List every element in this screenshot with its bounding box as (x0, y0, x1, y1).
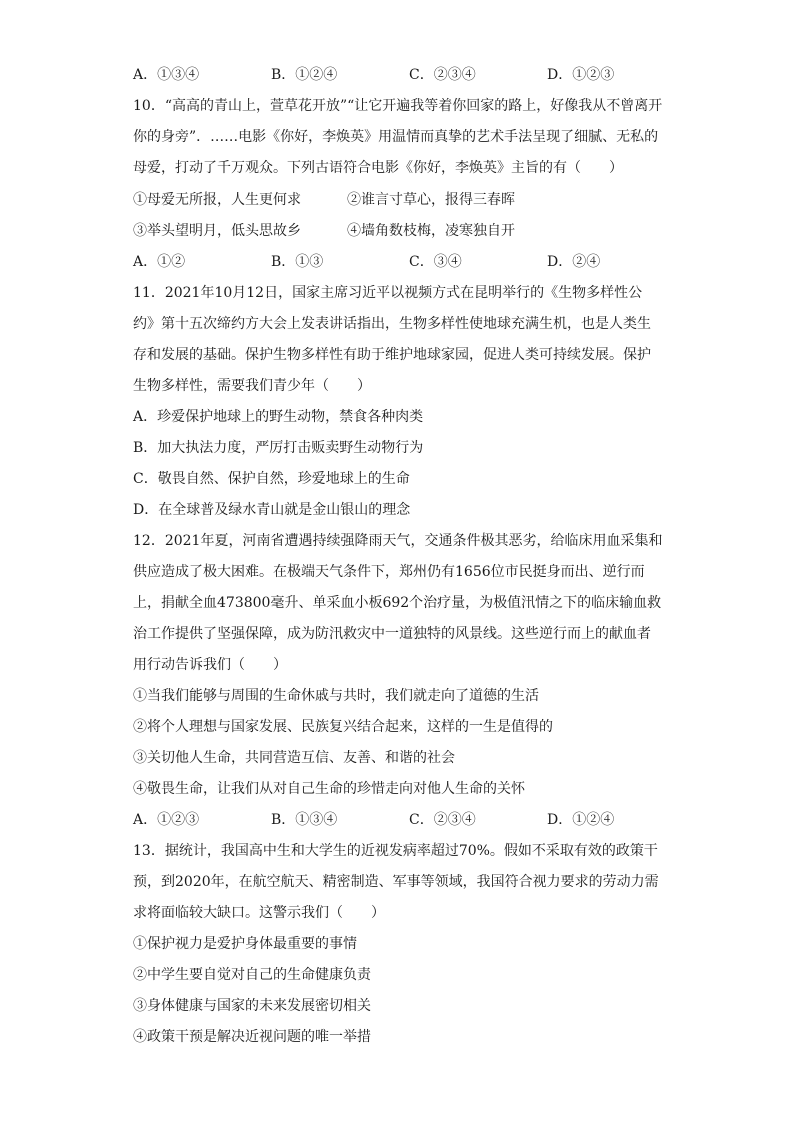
q10-stem-line-3: 母爱，打动了千万观众。下列古语符合电影《你好，李焕英》主旨的有（ ） (133, 160, 623, 176)
q12-item-2: ②将个人理想与国家发展、民族复兴结合起来，这样的一生是值得的 (133, 719, 553, 735)
q9-option-d[interactable]: D．①②③ (547, 67, 615, 83)
q12-option-d[interactable]: D．①②④ (547, 812, 615, 828)
q12-stem-line-3: 上，捐献全血473800毫升、单采血小板692个治疗量，为极值汛情之下的临床输血救 (133, 595, 662, 611)
q12-stem-line-1: 12．2021年夏，河南省遭遇持续强降雨天气，交通条件极其恶劣，给临床用血采集和 (133, 533, 663, 549)
q10-item-3: ③举头望明月，低头思故乡 (133, 223, 301, 239)
q10-options (133, 252, 693, 272)
q9-options (133, 65, 693, 85)
q12-option-a[interactable]: A．①②③ (133, 812, 200, 828)
q10-stem-line-2: 你的身旁”．……电影《你好，李焕英》用温情而真挚的艺术手法呈现了细腻、无私的 (133, 129, 659, 145)
q12-item-1: ①当我们能够与周围的生命休戚与共时，我们就走向了道德的生活 (133, 688, 539, 704)
q12-item-3: ③关切他人生命，共同营造互信、友善、和谐的社会 (133, 750, 455, 766)
q11-option-a[interactable]: A．珍爱保护地球上的野生动物，禁食各种肉类 (133, 409, 424, 425)
q10-option-d[interactable]: D．②④ (547, 254, 601, 270)
q13-item-1: ①保护视力是爱护身体最重要的事情 (133, 936, 357, 952)
q13-item-4: ④政策干预是解决近视问题的唯一举措 (133, 1029, 371, 1045)
q11-stem-line-4: 生物多样性，需要我们青少年（ ） (133, 378, 371, 394)
q10-stem-line-1: 10．“高高的青山上，萱草花开放”“让它开遍我等着你回家的路上，好像我从不曾离开 (133, 98, 663, 114)
q10-items-row-1 (133, 190, 693, 210)
q11-option-d[interactable]: D．在全球普及绿水青山就是金山银山的理念 (133, 502, 411, 518)
q13-item-2: ②中学生要自觉对自己的生命健康负责 (133, 967, 371, 983)
q10-item-4: ④墙角数枝梅，凌寒独自开 (347, 223, 515, 239)
q10-items-row-2 (133, 221, 693, 241)
q12-option-c[interactable]: C．②③④ (409, 812, 476, 828)
q12-item-4: ④敬畏生命，让我们从对自己生命的珍惜走向对他人生命的关怀 (133, 781, 525, 797)
q13-stem-line-1: 13．据统计，我国高中生和大学生的近视发病率超过70%。假如不采取有效的政策干 (133, 843, 658, 859)
q9-option-b[interactable]: B．①②④ (271, 67, 338, 83)
q9-option-a[interactable]: A．①③④ (133, 67, 200, 83)
q11-stem-line-2: 约》第十五次缔约方大会上发表讲话指出，生物多样性使地球充满生机，也是人类生 (133, 316, 651, 332)
q11-option-c[interactable]: C．敬畏自然、保护自然，珍爱地球上的生命 (133, 471, 410, 487)
q11-stem-line-1: 11．2021年10月12日，国家主席习近平以视频方式在昆明举行的《生物多样性公 (133, 285, 643, 301)
q10-option-c[interactable]: C．③④ (409, 254, 462, 270)
q12-stem-line-4: 治工作提供了坚强保障，成为防汛救灾中一道独特的风景线。这些逆行而上的献血者 (133, 626, 651, 642)
q13-stem-line-3: 求将面临较大缺口。这警示我们（ ） (133, 905, 385, 921)
q10-option-a[interactable]: A．①② (133, 254, 186, 270)
q10-option-b[interactable]: B．①③ (271, 254, 324, 270)
q12-option-b[interactable]: B．①③④ (271, 812, 338, 828)
q9-option-c[interactable]: C．②③④ (409, 67, 476, 83)
q10-item-1: ①母爱无所报，人生更何求 (133, 192, 301, 208)
q12-stem-line-2: 供应造成了极大困难。在极端天气条件下，郑州仍有1656位市民挺身而出、逆行而 (133, 564, 645, 580)
q12-stem-line-5: 用行动告诉我们（ ） (133, 657, 287, 673)
q13-stem-line-2: 预，到2020年，在航空航天、精密制造、军事等领域，我国符合视力要求的劳动力需 (133, 874, 659, 890)
q11-stem-line-3: 存和发展的基础。保护生物多样性有助于维护地球家园，促进人类可持续发展。保护 (133, 347, 651, 363)
q10-item-2: ②谁言寸草心，报得三春晖 (347, 192, 515, 208)
q12-options (133, 810, 693, 830)
q13-item-3: ③身体健康与国家的未来发展密切相关 (133, 998, 371, 1014)
q11-option-b[interactable]: B．加大执法力度，严厉打击贩卖野生动物行为 (133, 440, 424, 456)
